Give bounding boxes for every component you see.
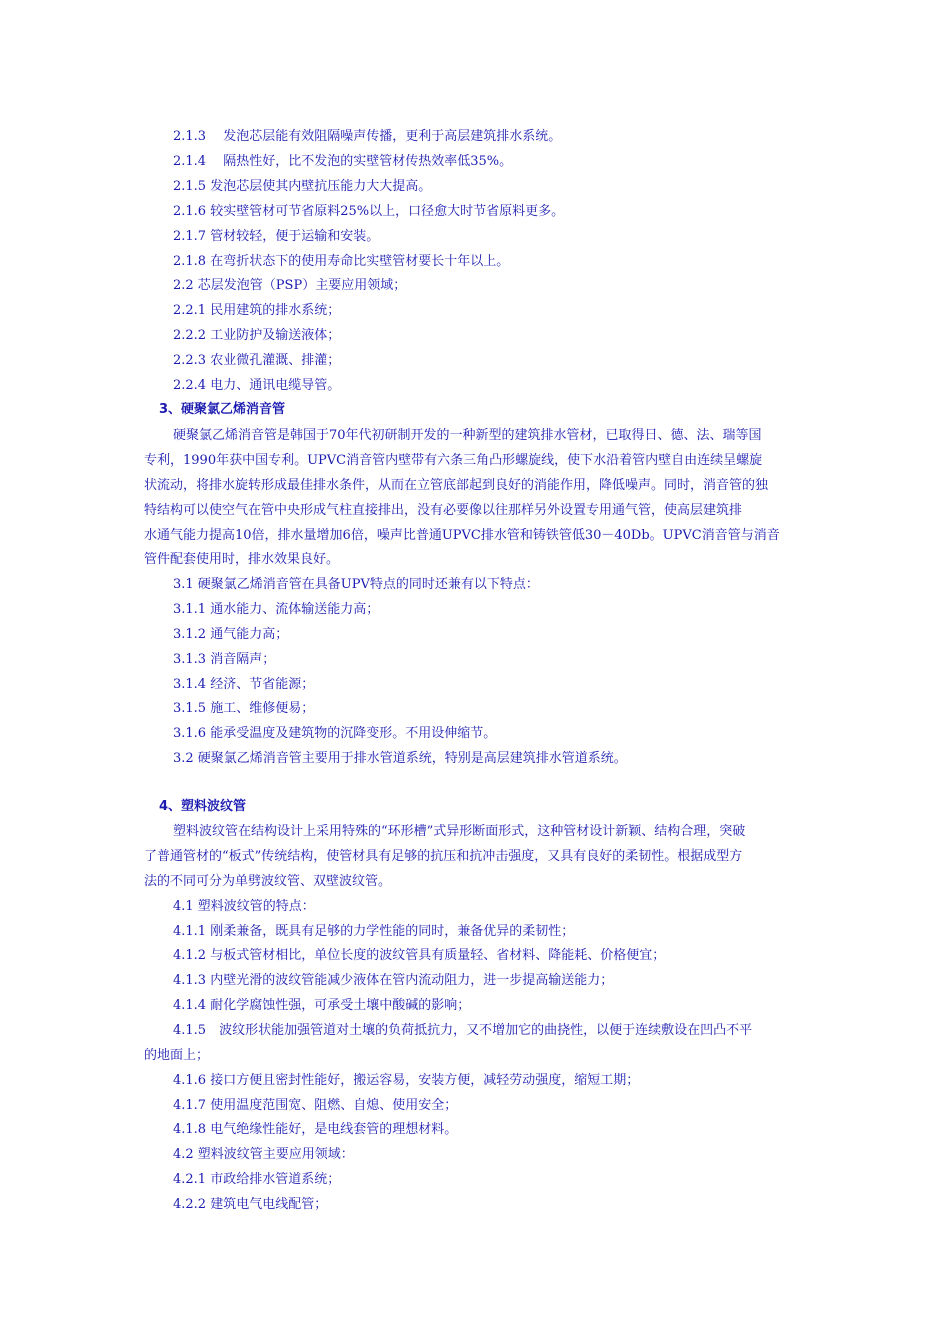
list-item: 2.1.6 较实壁管材可节省原料25%以上，口径愈大时节省原料更多。: [173, 204, 565, 219]
list-item: 4.1.4 耐化学腐蚀性强，可承受土壤中酸碱的影响；: [173, 998, 471, 1013]
list-item: 4.1.3 内壁光滑的波纹管能减少液体在管内流动阻力，进一步提高输送能力；: [173, 973, 614, 988]
list-item: 3.1.3 消音隔声；: [173, 652, 276, 667]
list-item: 2.2.2 工业防护及输送液体；: [173, 328, 341, 343]
list-item: 3.1.5 施工、维修便易；: [173, 701, 315, 716]
list-item: 2.2.1 民用建筑的排水系统；: [173, 303, 341, 318]
list-item: 2.2 芯层发泡管（PSP）主要应用领域；: [173, 278, 407, 293]
list-item: 3.1.1 通水能力、流体输送能力高；: [173, 602, 380, 617]
list-item: 4.1.5 波纹形状能加强管道对土壤的负荷抵抗力，又不增加它的曲挠性，以便于连续敷设在凹凸不平: [173, 1023, 753, 1038]
list-item: 4.1.1 刚柔兼备，既具有足够的力学性能的同时，兼备优异的柔韧性；: [173, 924, 575, 939]
paragraph-line: 管件配套使用时，排水效果良好。: [144, 552, 340, 567]
list-item: 2.1.4 隔热性好，比不发泡的实壁管材传热效率低35%。: [173, 154, 513, 169]
list-item: 3.1 硬聚氯乙烯消音管在具备UPV特点的同时还兼有以下特点：: [173, 577, 539, 592]
paragraph-line: 了普通管材的“板式”传统结构，使管材具有足够的抗压和抗冲击强度，又具有良好的柔韧性。根据成型方: [144, 849, 743, 864]
section-heading: 4、塑料波纹管: [159, 799, 247, 814]
paragraph-line: 塑料波纹管在结构设计上采用特殊的“环形槽”式异形断面形式，这种管材设计新颖、结构合理，突破: [173, 824, 746, 839]
paragraph-line: 专利，1990年获中国专利。UPVC消音管内壁带有六条三角凸形螺旋线，使下水沿着管内壁自由连续呈螺旋: [144, 453, 763, 468]
section-heading: 3、硬聚氯乙烯消音管: [159, 402, 286, 417]
list-item: 2.2.4 电力、通讯电缆导管。: [173, 378, 341, 393]
list-item: 2.1.3 发泡芯层能有效阻隔噪声传播，更利于高层建筑排水系统。: [173, 129, 562, 144]
paragraph-line: 水通气能力提高10倍，排水量增加6倍，噪声比普通UPVC排水管和铸铁管低30－40Db。UPVC消音管与消音: [144, 528, 780, 543]
list-item: 4.2.2 建筑电气电线配管；: [173, 1197, 328, 1212]
list-item: 2.2.3 农业微孔灌溉、排灌；: [173, 353, 341, 368]
list-item: 4.1.8 电气绝缘性能好，是电线套管的理想材料。: [173, 1122, 458, 1137]
list-item: 3.1.4 经济、节省能源；: [173, 677, 315, 692]
list-item: 2.1.7 管材较轻，便于运输和安装。: [173, 229, 380, 244]
list-item: 4.2 塑料波纹管主要应用领域：: [173, 1147, 354, 1162]
paragraph-line: 特结构可以使空气在管中央形成气柱直接排出，没有必要像以往那样另外设置专用通气管，使高层建筑排: [144, 503, 743, 518]
list-item: 4.1.6 接口方便且密封性能好，搬运容易，安装方便，减轻劳动强度，缩短工期；: [173, 1073, 640, 1088]
list-item: 4.2.1 市政给排水管道系统；: [173, 1172, 341, 1187]
list-item: 4.1 塑料波纹管的特点：: [173, 899, 315, 914]
paragraph-line: 状流动，将排水旋转形成最佳排水条件，从而在立管底部起到良好的消能作用，降低噪声。同时，消音管的独: [144, 478, 769, 493]
list-item-continuation: 的地面上；: [144, 1048, 210, 1063]
list-item: 3.2 硬聚氯乙烯消音管主要用于排水管道系统，特别是高层建筑排水管道系统。: [173, 751, 627, 766]
list-item: 3.1.2 通气能力高；: [173, 627, 289, 642]
list-item: 2.1.8 在弯折状态下的使用寿命比实壁管材要长十年以上。: [173, 254, 510, 269]
paragraph-line: 法的不同可分为单劈波纹管、双壁波纹管。: [144, 874, 392, 889]
list-item: 2.1.5 发泡芯层使其内壁抗压能力大大提高。: [173, 179, 432, 194]
paragraph-line: 硬聚氯乙烯消音管是韩国于70年代初研制开发的一种新型的建筑排水管材，已取得日、德、法、瑞等国: [173, 428, 762, 443]
list-item: 4.1.7 使用温度范围宽、阻燃、自熄、使用安全；: [173, 1098, 458, 1113]
list-item: 3.1.6 能承受温度及建筑物的沉降变形。不用设伸缩节。: [173, 726, 497, 741]
list-item: 4.1.2 与板式管材相比，单位长度的波纹管具有质量轻、省材料、降能耗、价格便宜；: [173, 948, 666, 963]
